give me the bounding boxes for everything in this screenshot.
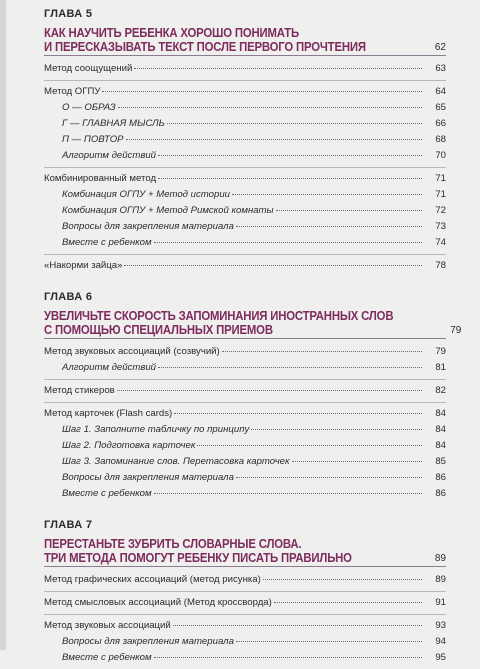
entry-page-number: 95: [435, 652, 446, 663]
entry-title: Вместе с ребенком: [62, 237, 152, 248]
chapter-title-row[interactable]: [44, 26, 446, 56]
entry-page-number: 84: [435, 408, 446, 419]
entry-title: Метод звуковых ассоциаций: [44, 620, 171, 631]
entry-title: Метод стикеров: [44, 385, 115, 396]
toc-entry[interactable]: [44, 61, 446, 77]
entry-title: Метод карточек (Flash cards): [44, 408, 173, 419]
dot-leader: [154, 242, 422, 243]
entry-page-number: 71: [435, 189, 446, 200]
toc-subentry[interactable]: [44, 219, 446, 235]
entry-title: Комбинация ОГПУ + Метод истории: [62, 189, 230, 200]
entry-title: Метод графических ассоциаций (метод рисунка): [44, 574, 261, 585]
chapter-title-line: И ПЕРЕСКАЗЫВАТЬ ТЕКСТ ПОСЛЕ ПЕРВОГО ПРОЧТЕНИЯ: [44, 39, 366, 54]
chapter-title: [44, 537, 424, 565]
chapter-title-row[interactable]: [44, 308, 462, 339]
entry-title: Метод звуковых ассоциаций (созвучий): [44, 346, 220, 357]
toc-subentry[interactable]: [44, 454, 446, 470]
entry-page-number: 72: [435, 205, 446, 216]
dot-leader: [173, 625, 422, 626]
entry-title: Вопросы для закрепления материала: [62, 636, 234, 647]
entry-page-number: 78: [435, 260, 446, 271]
toc-entry[interactable]: [44, 84, 446, 100]
chapter-title-line: ПЕРЕСТАНЬТЕ ЗУБРИТЬ СЛОВАРНЫЕ СЛОВА.: [44, 536, 302, 551]
entry-page-number: 91: [435, 597, 446, 608]
dot-leader: [118, 107, 422, 108]
chapter-title-page-number: 89: [434, 553, 446, 564]
entry-group: [44, 380, 446, 403]
dot-leader: [251, 429, 422, 430]
page-edge: [0, 0, 6, 650]
dot-leader: [274, 602, 422, 603]
entry-title: Метод соощущений: [44, 63, 133, 74]
chapter-title-line: ТРИ МЕТОДА ПОМОГУТ РЕБЕНКУ ПИСАТЬ ПРАВИЛЬНО: [44, 550, 352, 565]
chapter-label: ГЛАВА 5: [44, 8, 93, 20]
dot-leader: [158, 155, 422, 156]
chapter-title-row[interactable]: [44, 537, 446, 567]
entry-page-number: 66: [435, 118, 446, 129]
entry-page-number: 73: [435, 221, 446, 232]
dot-leader: [154, 493, 422, 494]
toc-entry[interactable]: [44, 406, 446, 422]
entry-page-number: 81: [435, 362, 446, 373]
dot-leader: [276, 210, 422, 211]
entry-title: Шаг 1. Заполните табличку по принципу: [62, 424, 250, 435]
entry-title: Шаг 3. Запоминание слов. Перетасовка карточек: [62, 456, 290, 467]
entry-group: [44, 341, 446, 380]
entry-title: Г — ГЛАВНАЯ МЫСЛЬ: [62, 118, 165, 129]
entry-title: Комбинированный метод: [44, 173, 157, 184]
dot-leader: [124, 265, 422, 266]
entry-title: Метод смысловых ассоциаций (Метод кроссворда): [44, 597, 272, 608]
chapter-section: [44, 519, 446, 669]
dot-leader: [263, 579, 422, 580]
chapter-title-line: С ПОМОЩЬЮ СПЕЦИАЛЬНЫХ ПРИЕМОВ: [44, 322, 273, 337]
entry-page-number: 64: [435, 86, 446, 97]
dot-leader: [117, 390, 422, 391]
entry-title: Алгоритм действий: [62, 150, 157, 161]
dot-leader: [236, 226, 422, 227]
toc-subentry[interactable]: [44, 148, 446, 164]
entry-page-number: 84: [435, 424, 446, 435]
toc-entry[interactable]: [44, 572, 446, 588]
chapter-label: ГЛАВА 6: [44, 291, 93, 303]
entry-group: [44, 403, 446, 505]
toc-subentry[interactable]: [44, 422, 446, 438]
toc-entry[interactable]: [44, 383, 446, 399]
toc-subentry[interactable]: [44, 360, 446, 376]
chapter-title: [44, 309, 450, 337]
entry-group: [44, 569, 446, 592]
entry-title: Вместе с ребенком: [62, 488, 152, 499]
entry-title: Комбинация ОГПУ + Метод Римской комнаты: [62, 205, 274, 216]
entry-page-number: 93: [435, 620, 446, 631]
chapter-title-page-number: 62: [434, 42, 446, 53]
entry-title: П — ПОВТОР: [62, 134, 124, 145]
entry-page-number: 65: [435, 102, 446, 113]
chapter-section: [44, 8, 446, 277]
entry-group: [44, 255, 446, 277]
chapter-section: [44, 291, 462, 505]
entry-group: [44, 615, 446, 669]
dot-leader: [134, 68, 422, 69]
entry-page-number: 85: [435, 456, 446, 467]
entry-page-number: 68: [435, 134, 446, 145]
entry-page-number: 86: [435, 472, 446, 483]
toc-subentry[interactable]: [44, 203, 446, 219]
entry-title: Вместе с ребенком: [62, 652, 152, 663]
dot-leader: [232, 194, 422, 195]
entry-title: О — ОБРАЗ: [62, 102, 116, 113]
dot-leader: [197, 445, 422, 446]
entry-title: Метод ОГПУ: [44, 86, 101, 97]
dot-leader: [236, 641, 422, 642]
toc-subentry[interactable]: [44, 634, 446, 650]
entry-page-number: 63: [435, 63, 446, 74]
toc-subentry[interactable]: [44, 116, 446, 132]
table-of-contents: [44, 8, 462, 669]
toc-subentry[interactable]: [44, 100, 446, 116]
entry-page-number: 89: [435, 574, 446, 585]
chapter-title: [44, 26, 424, 54]
dot-leader: [154, 657, 422, 658]
entry-page-number: 84: [435, 440, 446, 451]
dot-leader: [292, 461, 422, 462]
entry-title: Вопросы для закрепления материала: [62, 221, 234, 232]
chapter-title-line: КАК НАУЧИТЬ РЕБЕНКА ХОРОШО ПОНИМАТЬ: [44, 25, 299, 40]
entry-group: [44, 592, 446, 615]
dot-leader: [102, 91, 422, 92]
toc-subentry[interactable]: [44, 486, 446, 502]
chapter-title-page-number: 79: [450, 325, 462, 336]
toc-subentry[interactable]: [44, 470, 446, 486]
entry-page-number: 94: [435, 636, 446, 647]
entry-page-number: 86: [435, 488, 446, 499]
toc-entry[interactable]: [44, 171, 446, 187]
dot-leader: [174, 413, 422, 414]
entry-page-number: 74: [435, 237, 446, 248]
toc-subentry[interactable]: [44, 235, 446, 251]
toc-subentry[interactable]: [44, 650, 446, 666]
toc-subentry[interactable]: [44, 438, 446, 454]
entry-group: [44, 81, 446, 168]
toc-entry[interactable]: [44, 618, 446, 634]
entry-group: [44, 168, 446, 255]
toc-entry[interactable]: [44, 258, 446, 274]
toc-entry[interactable]: [44, 595, 446, 611]
dot-leader: [158, 178, 422, 179]
dot-leader: [222, 351, 422, 352]
entry-group: [44, 58, 446, 81]
entry-title: Вопросы для закрепления материала: [62, 472, 234, 483]
entry-title: Шаг 2. Подготовка карточек: [62, 440, 196, 451]
toc-entry[interactable]: [44, 344, 446, 360]
dot-leader: [167, 123, 422, 124]
entry-page-number: 79: [435, 346, 446, 357]
entry-page-number: 82: [435, 385, 446, 396]
chapter-label: ГЛАВА 7: [44, 519, 93, 531]
dot-leader: [236, 477, 422, 478]
toc-subentry[interactable]: [44, 132, 446, 148]
entry-page-number: 71: [435, 173, 446, 184]
entry-page-number: 70: [435, 150, 446, 161]
dot-leader: [126, 139, 422, 140]
entry-title: Алгоритм действий: [62, 362, 157, 373]
dot-leader: [158, 367, 422, 368]
toc-subentry[interactable]: [44, 187, 446, 203]
chapter-title-line: УВЕЛИЧЬТЕ СКОРОСТЬ ЗАПОМИНАНИЯ ИНОСТРАННЫХ СЛОВ: [44, 308, 394, 323]
entry-title: «Накорми зайца»: [44, 260, 123, 271]
